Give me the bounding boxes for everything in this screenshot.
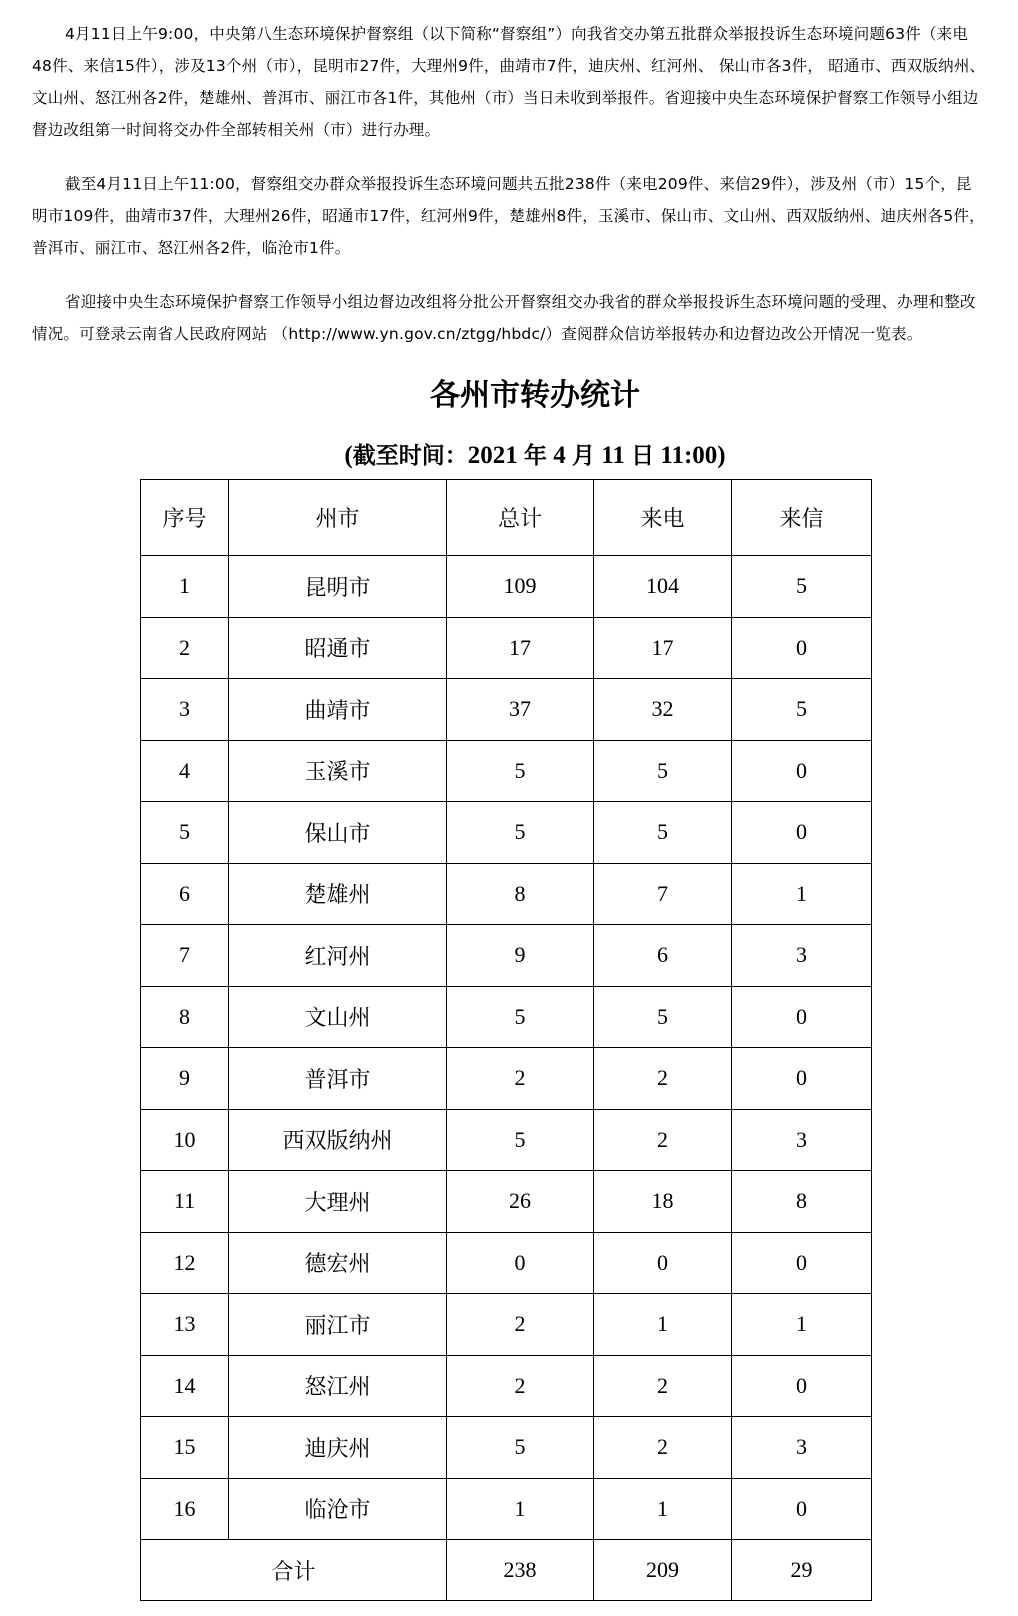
cell-total: 5 bbox=[447, 1417, 594, 1479]
cell-city: 德宏州 bbox=[229, 1232, 447, 1294]
cell-city: 曲靖市 bbox=[229, 679, 447, 741]
cell-city: 楚雄州 bbox=[229, 863, 447, 925]
cell-letter: 3 bbox=[732, 1417, 872, 1479]
table-row bbox=[141, 1355, 872, 1417]
cell-city: 丽江市 bbox=[229, 1294, 447, 1356]
cell-letter: 5 bbox=[732, 679, 872, 741]
cell-phone: 5 bbox=[594, 740, 732, 802]
cell-letter: 0 bbox=[732, 617, 872, 679]
cell-letter: 8 bbox=[732, 1171, 872, 1233]
header-letter: 来信 bbox=[732, 480, 872, 556]
cell-letter: 5 bbox=[732, 556, 872, 618]
cell-letter: 3 bbox=[732, 1109, 872, 1171]
table-row bbox=[141, 1109, 872, 1171]
table-row bbox=[141, 863, 872, 925]
header-phone: 来电 bbox=[594, 480, 732, 556]
cell-letter: 0 bbox=[732, 986, 872, 1048]
cell-total: 5 bbox=[447, 1109, 594, 1171]
cell-letter: 1 bbox=[732, 1294, 872, 1356]
table-row bbox=[141, 802, 872, 864]
cell-city: 红河州 bbox=[229, 925, 447, 987]
cell-letter: 0 bbox=[732, 740, 872, 802]
cell-total: 8 bbox=[447, 863, 594, 925]
table-row bbox=[141, 679, 872, 741]
cell-total: 5 bbox=[447, 986, 594, 1048]
intro-paragraph-3: 省迎接中央生态环境保护督察工作领导小组边督边改组将分批公开督察组交办我省的群众举报投诉生态环境问题的受理、办理和整改情况。可登录云南省人民政府网站 （http://www.yn.gov.cn/ztgg/hbdc/）查阅群众信访举报转办和边督边改公开情况一览表。 bbox=[32, 293, 976, 343]
cell-total: 0 bbox=[447, 1232, 594, 1294]
cell-phone: 2 bbox=[594, 1355, 732, 1417]
cell-index: 14 bbox=[141, 1355, 229, 1417]
cell-index: 16 bbox=[141, 1478, 229, 1540]
cell-phone: 5 bbox=[594, 802, 732, 864]
cell-total: 5 bbox=[447, 802, 594, 864]
cell-index: 5 bbox=[141, 802, 229, 864]
cell-phone: 5 bbox=[594, 986, 732, 1048]
header-index: 序号 bbox=[141, 480, 229, 556]
cell-total: 2 bbox=[447, 1294, 594, 1356]
table-row bbox=[141, 556, 872, 618]
table-row bbox=[141, 1294, 872, 1356]
subtitle-year: 2021 bbox=[467, 442, 518, 469]
cell-phone: 0 bbox=[594, 1232, 732, 1294]
cell-index: 11 bbox=[141, 1171, 229, 1233]
cell-letter: 1 bbox=[732, 863, 872, 925]
cell-total: 26 bbox=[447, 1171, 594, 1233]
cell-total: 9 bbox=[447, 925, 594, 987]
total-sum: 238 bbox=[447, 1540, 594, 1601]
subtitle-year-unit: 年 bbox=[523, 443, 547, 469]
cell-index: 15 bbox=[141, 1417, 229, 1479]
subtitle-open-paren: ( bbox=[344, 442, 353, 469]
cell-phone: 1 bbox=[594, 1294, 732, 1356]
table-row bbox=[141, 1171, 872, 1233]
cell-letter: 0 bbox=[732, 1478, 872, 1540]
table-body bbox=[141, 556, 872, 1540]
total-letter: 29 bbox=[732, 1540, 872, 1601]
cell-index: 13 bbox=[141, 1294, 229, 1356]
cell-index: 7 bbox=[141, 925, 229, 987]
subtitle-month-unit: 月 bbox=[571, 443, 595, 469]
cell-city: 保山市 bbox=[229, 802, 447, 864]
cell-phone: 18 bbox=[594, 1171, 732, 1233]
table-header-row bbox=[141, 480, 872, 556]
intro-paragraph-1: 4月11日上午9:00，中央第八生态环境保护督察组（以下简称“督察组”）向我省交办第五批群众举报投诉生态环境问题63件（来电48件、来信15件），涉及13个州（市），昆明市27件，大理州9件，曲靖市7件，迪庆州、红河州、 保山市各3件， 昭通市、西双版纳州、文山州、怒江州各2件，楚雄州、普洱市、丽江市各1件，其他州（市）当日未收到举报件。省迎接中央生态环境保护督察工作领导小组边督边改组第一时间将交办件全部转相关州（市）进行办理。 bbox=[32, 25, 986, 139]
statistics-table bbox=[140, 479, 872, 1601]
cell-index: 4 bbox=[141, 740, 229, 802]
total-label: 合计 bbox=[141, 1540, 447, 1601]
cell-letter: 3 bbox=[732, 925, 872, 987]
cell-total: 37 bbox=[447, 679, 594, 741]
cell-index: 3 bbox=[141, 679, 229, 741]
table-row bbox=[141, 1048, 872, 1110]
subtitle-day: 11 bbox=[601, 442, 625, 469]
cell-phone: 1 bbox=[594, 1478, 732, 1540]
header-total: 总计 bbox=[447, 480, 594, 556]
cell-index: 9 bbox=[141, 1048, 229, 1110]
cell-letter: 0 bbox=[732, 802, 872, 864]
table-row bbox=[141, 986, 872, 1048]
cell-total: 1 bbox=[447, 1478, 594, 1540]
total-row bbox=[141, 1540, 872, 1601]
cell-phone: 104 bbox=[594, 556, 732, 618]
cell-city: 迪庆州 bbox=[229, 1417, 447, 1479]
table-row bbox=[141, 1232, 872, 1294]
cell-phone: 2 bbox=[594, 1417, 732, 1479]
cell-letter: 0 bbox=[732, 1048, 872, 1110]
table-row bbox=[141, 1417, 872, 1479]
cell-index: 6 bbox=[141, 863, 229, 925]
table-subtitle bbox=[0, 438, 1018, 474]
cell-city: 文山州 bbox=[229, 986, 447, 1048]
cell-phone: 2 bbox=[594, 1109, 732, 1171]
total-phone: 209 bbox=[594, 1540, 732, 1601]
cell-phone: 17 bbox=[594, 617, 732, 679]
cell-total: 2 bbox=[447, 1355, 594, 1417]
cell-letter: 0 bbox=[732, 1232, 872, 1294]
cell-phone: 6 bbox=[594, 925, 732, 987]
cell-total: 109 bbox=[447, 556, 594, 618]
cell-index: 1 bbox=[141, 556, 229, 618]
cell-city: 怒江州 bbox=[229, 1355, 447, 1417]
cell-phone: 2 bbox=[594, 1048, 732, 1110]
subtitle-close-paren: ) bbox=[717, 442, 726, 469]
table-row bbox=[141, 617, 872, 679]
intro-paragraph-2: 截至4月11日上午11:00，督察组交办群众举报投诉生态环境问题共五批238件（来电209件、来信29件），涉及州（市）15个，昆明市109件，曲靖市37件，大理州26件，昭通市17件，红河州9件，楚雄州8件，玉溪市、保山市、文山州、西双版纳州、迪庆州各5件，普洱市、丽江市、怒江州各2件，临沧市1件。 bbox=[32, 175, 985, 257]
subtitle-time: 11:00 bbox=[660, 442, 718, 469]
table-title: 各州市转办统计 bbox=[430, 378, 640, 413]
cell-total: 17 bbox=[447, 617, 594, 679]
cell-index: 12 bbox=[141, 1232, 229, 1294]
cell-city: 玉溪市 bbox=[229, 740, 447, 802]
cell-total: 5 bbox=[447, 740, 594, 802]
cell-city: 昆明市 bbox=[229, 556, 447, 618]
cell-index: 8 bbox=[141, 986, 229, 1048]
subtitle-day-unit: 日 bbox=[631, 443, 655, 469]
subtitle-prefix: 截至时间： bbox=[352, 443, 468, 469]
table-row bbox=[141, 740, 872, 802]
cell-city: 大理州 bbox=[229, 1171, 447, 1233]
header-city: 州市 bbox=[229, 480, 447, 556]
cell-total: 2 bbox=[447, 1048, 594, 1110]
cell-city: 临沧市 bbox=[229, 1478, 447, 1540]
cell-letter: 0 bbox=[732, 1355, 872, 1417]
cell-phone: 7 bbox=[594, 863, 732, 925]
cell-city: 西双版纳州 bbox=[229, 1109, 447, 1171]
cell-index: 10 bbox=[141, 1109, 229, 1171]
cell-city: 普洱市 bbox=[229, 1048, 447, 1110]
cell-phone: 32 bbox=[594, 679, 732, 741]
subtitle-month: 4 bbox=[553, 442, 566, 469]
cell-index: 2 bbox=[141, 617, 229, 679]
table-row bbox=[141, 1478, 872, 1540]
table-row bbox=[141, 925, 872, 987]
cell-city: 昭通市 bbox=[229, 617, 447, 679]
